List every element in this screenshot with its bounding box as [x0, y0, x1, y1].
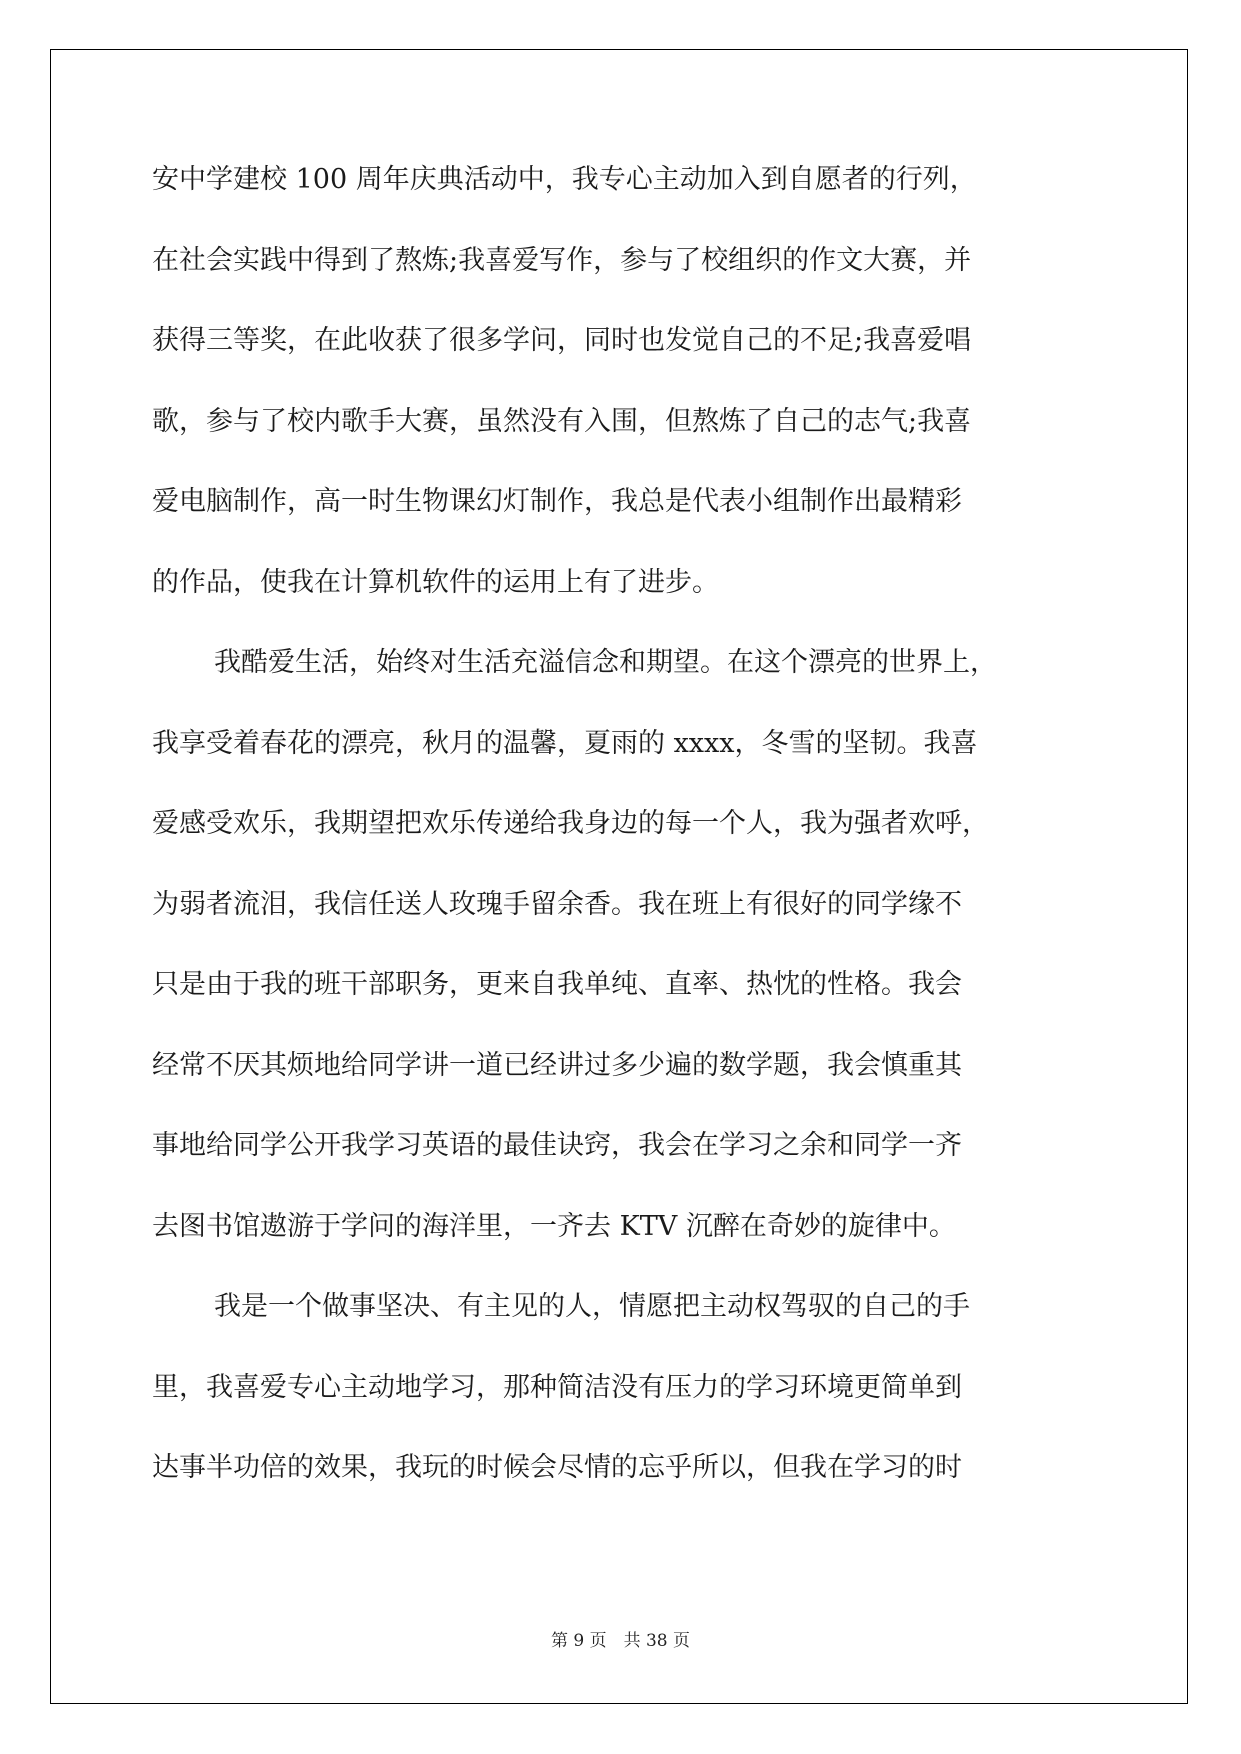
text-line: 获得三等奖，在此收获了很多学问，同时也发觉自己的不足;我喜爱唱	[152, 325, 972, 356]
text-line: 达事半功倍的效果，我玩的时候会尽情的忘乎所以，但我在学习的时	[152, 1452, 962, 1483]
text-line: 为弱者流泪，我信任送人玫瑰手留余香。我在班上有很好的同学缘不	[152, 888, 962, 920]
paragraph-first-line: 我是一个做事坚决、有主见的人，情愿把主动权驾驭的自己的手	[214, 1291, 970, 1322]
text-line: 歌，参与了校内歌手大赛，虽然没有入围，但熬炼了自己的志气;我喜	[152, 405, 972, 437]
text-line: 事地给同学公开我学习英语的最佳诀窍，我会在学习之余和同学一齐	[152, 1130, 962, 1161]
text-line: 爱电脑制作，高一时生物课幻灯制作，我总是代表小组制作出最精彩	[152, 486, 962, 517]
text-line: 去图书馆遨游于学问的海洋里，一齐去 KTV 沉醉在奇妙的旋律中。	[152, 1210, 956, 1242]
text-line: 爱感受欢乐，我期望把欢乐传递给我身边的每一个人，我为强者欢呼，	[152, 808, 989, 839]
text-line: 在社会实践中得到了熬炼;我喜爱写作，参与了校组织的作文大赛，并	[152, 244, 972, 276]
text-line: 我享受着春花的漂亮，秋月的温馨，夏雨的 xxxx，冬雪的坚韧。我喜	[152, 727, 978, 759]
document-body	[152, 162, 1102, 1531]
text-line: 里，我喜爱专心主动地学习，那种简洁没有压力的学习环境更简单到	[152, 1371, 962, 1403]
page-footer: 第 9 页 共 38 页	[550, 1631, 691, 1651]
text-line: 经常不厌其烦地给同学讲一道已经讲过多少遍的数学题，我会慎重其	[152, 1049, 962, 1081]
paragraph-first-line: 我酷爱生活，始终对生活充溢信念和期望。在这个漂亮的世界上，	[214, 647, 997, 678]
text-line: 只是由于我的班干部职务，更来自我单纯、直率、热忱的性格。我会	[152, 969, 962, 1000]
text-line: 的作品，使我在计算机软件的运用上有了进步。	[152, 566, 719, 598]
text-line: 安中学建校 100 周年庆典活动中，我专心主动加入到自愿者的行列，	[152, 164, 977, 195]
